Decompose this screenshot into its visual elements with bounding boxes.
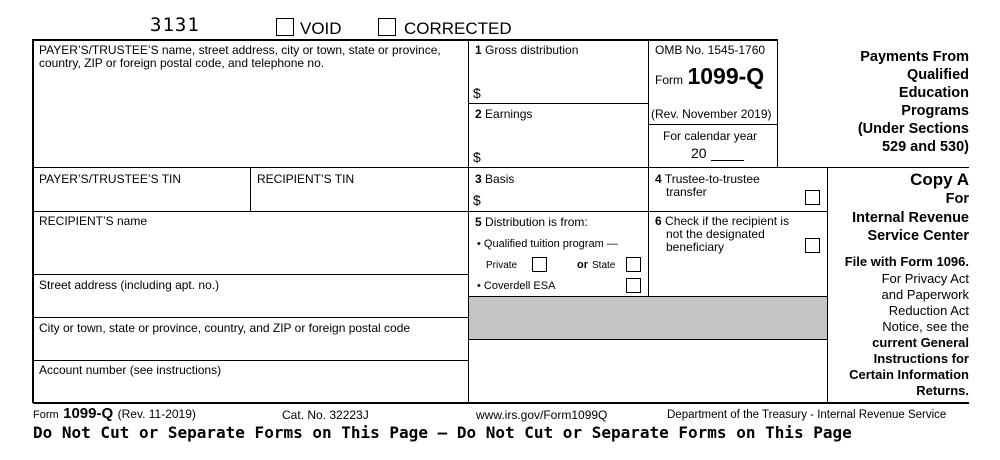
omb-number: OMB No. 1545-1760 [655,43,766,57]
payer-tin-label: PAYER’S/TRUSTEE’S TIN [39,172,182,186]
col-divider-copy [827,167,828,403]
box4-text-1: Trustee-to-trustee [664,172,760,186]
tin-divider [250,167,251,211]
copy-irs-2: Service Center [867,228,969,244]
private-label: Private [486,260,518,271]
esa-label: • Coverdell ESA [477,280,556,292]
box4-number: 4 [655,172,662,186]
form-top-border [33,39,777,41]
recipient-name-label: RECIPIENT’S name [39,214,148,228]
title-line-1: Payments From [860,49,969,65]
title-line-3: Education [898,85,969,101]
copy-a-title: Copy A [910,170,969,189]
title-line-5: (Under Sections [857,121,969,137]
box6-text-3: beneficiary [666,240,725,254]
copy-a-block [852,169,969,245]
earnings-field[interactable] [486,144,646,166]
shaded-area-bottom [468,339,828,340]
street-address-field[interactable] [34,294,467,316]
corrected-label: CORRECTED [404,19,512,38]
title-line-4: Programs [901,103,969,119]
box2-text: Earnings [485,107,533,121]
qtp-label: • Qualified tuition program — [477,238,618,250]
box5-text: Distribution is from: [485,215,588,229]
street-address-label: Street address (including apt. no.) [39,278,220,292]
col-divider-omb [777,39,778,167]
state-label: State [592,260,616,271]
basis-field[interactable] [486,188,646,210]
city-field[interactable] [34,337,467,359]
privacy-line-8: Returns. [916,383,969,398]
trustee-transfer-checkbox[interactable] [805,190,820,205]
recipient-tin-label: RECIPIENT’S TIN [257,172,355,186]
payer-info-field[interactable] [34,72,467,166]
payer-info-label: PAYER’S/TRUSTEE’S name, street address, city or town, state or province, country, ZIP or foreign postal code, and telephone no. [39,43,441,70]
box5-number: 5 [475,215,482,229]
catalog-number: Cat. No. 32223J [282,408,369,422]
do-not-cut-warning: Do Not Cut or Separate Forms on This Page — Do Not Cut or Separate Forms on This Page [33,423,852,442]
privacy-line-5: current General [872,335,969,350]
account-number-label: Account number (see instructions) [39,363,222,377]
box5-label [475,216,588,229]
private-checkbox[interactable] [532,257,547,272]
account-number-field[interactable] [34,379,467,401]
box4-text-2: transfer [666,185,707,199]
esa-checkbox[interactable] [626,278,641,293]
or-label: or [577,259,588,271]
not-beneficiary-checkbox[interactable] [805,238,820,253]
footer-form-name [33,405,196,423]
shaded-area [469,297,827,339]
calendar-year-label: For calendar year [663,129,758,143]
year-prefix: 20 [691,145,707,161]
box6-number: 6 [655,214,662,228]
omb-form-title [655,63,764,90]
box1-text: Gross distribution [485,43,579,57]
form-title [858,48,969,156]
row-line-tin [33,211,828,212]
payer-tin-field[interactable] [34,188,249,210]
box3-text: Basis [485,172,515,186]
box1-label [475,44,578,57]
title-line-6: 529 and 530) [881,139,969,155]
title-line-2: Qualified [906,67,969,83]
copy-a-notice [845,254,969,399]
box3-dollar: $ [473,192,481,208]
row-line-street [33,317,468,318]
privacy-line-3: Reduction Act [888,303,969,318]
city-label: City or town, state or province, country, and ZIP or foreign postal code [39,321,411,335]
treasury-department: Department of the Treasury - Internal Revenue Service [667,409,947,421]
calendar-year-field[interactable] [711,146,744,161]
privacy-line-6: Instructions for [873,351,969,366]
copy-irs-1: Internal Revenue [852,210,969,226]
omb-form-word: Form [655,73,683,87]
form-code: 3131 [150,14,200,36]
privacy-line-7: Certain Information [849,367,969,382]
privacy-line-4: Notice, see the [882,319,969,334]
omb-form-name: 1099-Q [687,63,765,89]
col-divider-main [468,39,469,403]
row-line-name [33,274,468,275]
box1-dollar: $ [473,85,481,101]
privacy-line-1: For Privacy Act [881,271,969,286]
copy-for: For [945,191,969,207]
row-line-city [33,360,468,361]
state-checkbox[interactable] [626,257,641,272]
form-bottom-border [33,402,969,404]
privacy-line-2: and Paperwork [881,287,969,302]
box1-number: 1 [475,43,482,57]
row-line-payer [33,167,969,168]
void-label: VOID [300,19,342,38]
box2-label [475,108,532,121]
void-checkbox[interactable] [276,18,294,36]
box2-number: 2 [475,107,482,121]
box6-text-2: not the designated [666,227,765,241]
recipient-tin-field[interactable] [252,188,467,210]
omb-rev: (Rev. November 2019) [651,107,772,121]
footer-rev: (Rev. 11-2019) [117,407,196,421]
file-with-1096: File with Form 1096. [844,254,969,269]
irs-url: www.irs.gov/Form1099Q [476,408,608,422]
footer-form-word: Form [33,409,59,421]
box6-text-1: Check if the recipient is [665,214,790,228]
corrected-checkbox[interactable] [378,18,396,36]
calendar-year-row [691,145,707,161]
row-line-omb-rev [648,124,777,125]
gross-distribution-field[interactable] [486,80,646,102]
recipient-name-field[interactable] [34,230,467,273]
box3-number: 3 [475,172,482,186]
box3-label [475,173,514,186]
row-line-box1 [468,103,648,104]
box2-dollar: $ [473,149,481,165]
footer-form-number: 1099-Q [63,405,114,422]
